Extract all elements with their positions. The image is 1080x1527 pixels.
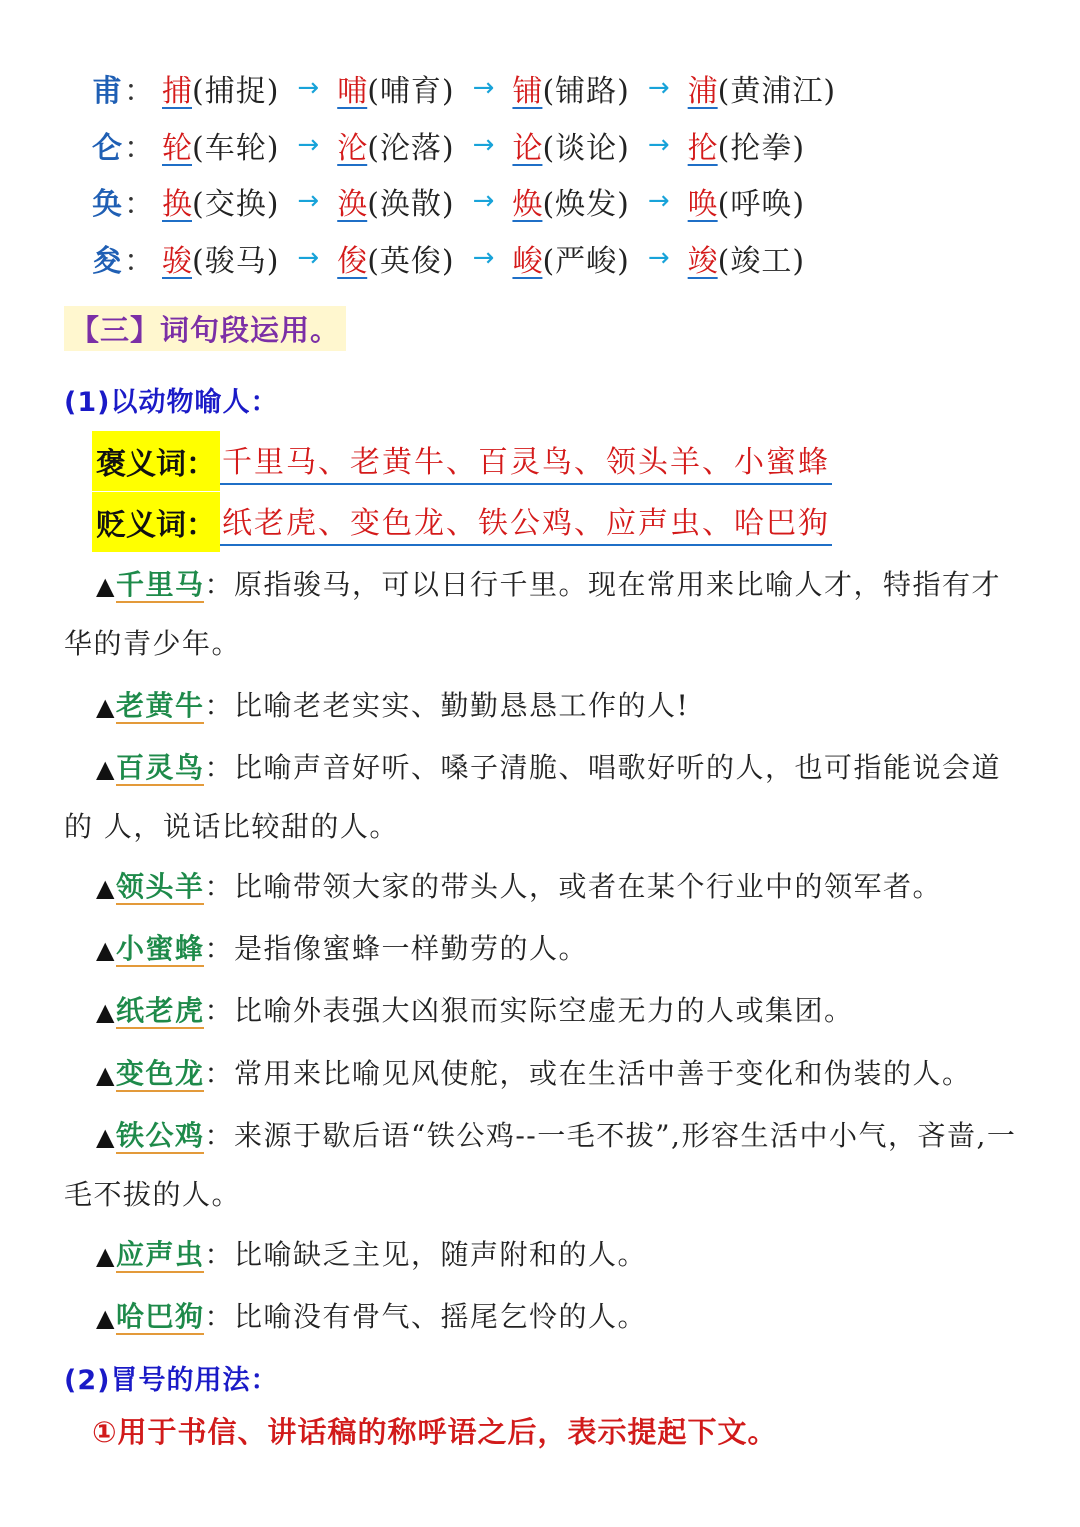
- definition-text: 比喻缺乏主见，随声附和的人。: [234, 1238, 648, 1271]
- colon: ：: [204, 1057, 234, 1090]
- char: 焕: [512, 187, 543, 222]
- word: (严峻): [542, 244, 630, 279]
- negative-label: 贬义词：: [92, 492, 220, 552]
- word: (车轮): [192, 131, 280, 166]
- positive-label: 褒义词：: [92, 431, 220, 491]
- word: (捕捉): [192, 74, 280, 109]
- definition-term: 领头羊: [115, 870, 205, 903]
- subsection-title: (1)以动物喻人：: [64, 387, 279, 418]
- definition-item: [64, 982, 1024, 1041]
- char: 峻: [512, 244, 543, 279]
- section-title: 【三】词句段运用。: [64, 306, 346, 351]
- definition-item: [64, 556, 1024, 673]
- negative-words-row: [92, 494, 832, 550]
- colon: ：: [204, 751, 234, 784]
- positive-words-row: [92, 433, 832, 489]
- word: (英俊): [367, 244, 455, 279]
- arrow-icon: →: [647, 130, 670, 160]
- word: (铺路): [542, 74, 630, 109]
- colon: ：: [204, 994, 234, 1027]
- word: (沦落): [367, 131, 455, 166]
- definition-term: 变色龙: [115, 1057, 205, 1090]
- definition-term: 小蜜蜂: [115, 932, 205, 965]
- char: 轮: [162, 131, 192, 166]
- triangle-bullet-icon: ▲: [96, 1061, 116, 1089]
- family-row: [92, 63, 836, 113]
- triangle-bullet-icon: ▲: [96, 693, 116, 721]
- word: (竣工): [717, 244, 806, 279]
- definition-text: 常用来比喻见风使舵，或在生活中善于变化和伪装的人。: [234, 1057, 972, 1090]
- triangle-bullet-icon: ▲: [96, 1304, 116, 1332]
- definition-term: 百灵鸟: [115, 751, 205, 784]
- arrow-icon: →: [472, 243, 495, 273]
- char: 铺: [512, 74, 543, 109]
- radical: 夋: [92, 244, 122, 279]
- definition-text: 比喻带领大家的带头人，或者在某个行业中的领军者。: [234, 870, 943, 903]
- definition-text: 比喻声音好听、嗓子清脆、唱歌好听的人，也可指能说会道的 人，说话比较甜的人。: [64, 751, 1002, 843]
- arrow-icon: →: [472, 130, 495, 160]
- char: 涣: [337, 187, 368, 222]
- definition-term: 铁公鸡: [115, 1119, 205, 1152]
- definition-item: [64, 1288, 1024, 1347]
- char: 唤: [687, 187, 718, 222]
- colon: ：: [204, 1300, 234, 1333]
- colon: ：: [124, 74, 154, 109]
- arrow-icon: →: [647, 73, 670, 103]
- definition-text: 比喻老老实实、勤勤恳恳工作的人!: [234, 689, 690, 722]
- subsection-title: (2)冒号的用法：: [64, 1365, 279, 1396]
- colon: ：: [124, 187, 154, 222]
- arrow-icon: →: [297, 130, 320, 160]
- family-row: [92, 233, 805, 283]
- definition-term: 纸老虎: [115, 994, 205, 1027]
- triangle-bullet-icon: ▲: [96, 572, 116, 600]
- positive-words: 千里马、老黄牛、百灵鸟、领头羊、小蜜蜂: [220, 437, 832, 485]
- char: 抡: [687, 131, 718, 166]
- definition-text: 是指像蜜蜂一样勤劳的人。: [234, 932, 589, 965]
- arrow-icon: →: [647, 186, 670, 216]
- char: 换: [162, 187, 192, 222]
- arrow-icon: →: [472, 73, 495, 103]
- word: (哺育): [367, 74, 455, 109]
- definition-term: 千里马: [115, 568, 205, 601]
- char: 哺: [337, 74, 368, 109]
- definition-term: 老黄牛: [115, 689, 205, 722]
- word: (交换): [192, 187, 280, 222]
- definition-item: [64, 1107, 1024, 1224]
- char: 沦: [337, 131, 368, 166]
- word: (呼唤): [717, 187, 806, 222]
- word: (焕发): [542, 187, 630, 222]
- family-row: [92, 176, 805, 226]
- definition-item: [64, 920, 1024, 979]
- radical: 仑: [92, 131, 122, 166]
- colon: ：: [204, 1238, 234, 1271]
- colon-usage-rule: ①用于书信、讲话稿的称呼语之后，表示提起下文。: [92, 1415, 778, 1449]
- colon: ：: [204, 870, 234, 903]
- colon: ：: [204, 568, 234, 601]
- char: 浦: [687, 74, 718, 109]
- char: 捕: [162, 74, 192, 109]
- definition-term: 哈巴狗: [115, 1300, 205, 1333]
- definition-item: [64, 739, 1024, 856]
- arrow-icon: →: [297, 73, 320, 103]
- definition-text: 原指骏马，可以日行千里。现在常用来比喻人才，特指有才华的青少年。: [64, 568, 1002, 660]
- colon: ：: [204, 1119, 234, 1152]
- char: 俊: [337, 244, 368, 279]
- colon: ：: [204, 689, 234, 722]
- arrow-icon: →: [297, 186, 320, 216]
- colon: ：: [204, 932, 234, 965]
- definition-item: [64, 1045, 1024, 1104]
- triangle-bullet-icon: ▲: [96, 998, 116, 1026]
- arrow-icon: →: [472, 186, 495, 216]
- definition-item: [64, 677, 1024, 736]
- char: 骏: [162, 244, 192, 279]
- triangle-bullet-icon: ▲: [96, 1242, 116, 1270]
- triangle-bullet-icon: ▲: [96, 1123, 116, 1151]
- arrow-icon: →: [297, 243, 320, 273]
- word: (谈论): [542, 131, 630, 166]
- char: 竣: [687, 244, 718, 279]
- radical: 奂: [92, 187, 122, 222]
- triangle-bullet-icon: ▲: [96, 755, 116, 783]
- colon: ：: [124, 131, 154, 166]
- definition-text: 比喻外表强大凶狠而实际空虚无力的人或集团。: [234, 994, 854, 1027]
- definition-item: [64, 1226, 1024, 1285]
- triangle-bullet-icon: ▲: [96, 936, 116, 964]
- triangle-bullet-icon: ▲: [96, 874, 116, 902]
- definition-text: 比喻没有骨气、摇尾乞怜的人。: [234, 1300, 648, 1333]
- arrow-icon: →: [647, 243, 670, 273]
- family-row: [92, 120, 805, 170]
- char: 论: [512, 131, 543, 166]
- word: (抡拳): [717, 131, 806, 166]
- definition-text: 来源于歇后语“铁公鸡--一毛不拔”,形容生活中小气，吝啬,一毛不拔的人。: [64, 1119, 1017, 1211]
- colon: ：: [124, 244, 154, 279]
- radical: 甫: [92, 74, 122, 109]
- word: (涣散): [367, 187, 455, 222]
- definition-item: [64, 858, 1024, 917]
- word: (骏马): [192, 244, 280, 279]
- definition-term: 应声虫: [115, 1238, 205, 1271]
- negative-words: 纸老虎、变色龙、铁公鸡、应声虫、哈巴狗: [220, 498, 832, 546]
- word: (黄浦江): [717, 74, 837, 109]
